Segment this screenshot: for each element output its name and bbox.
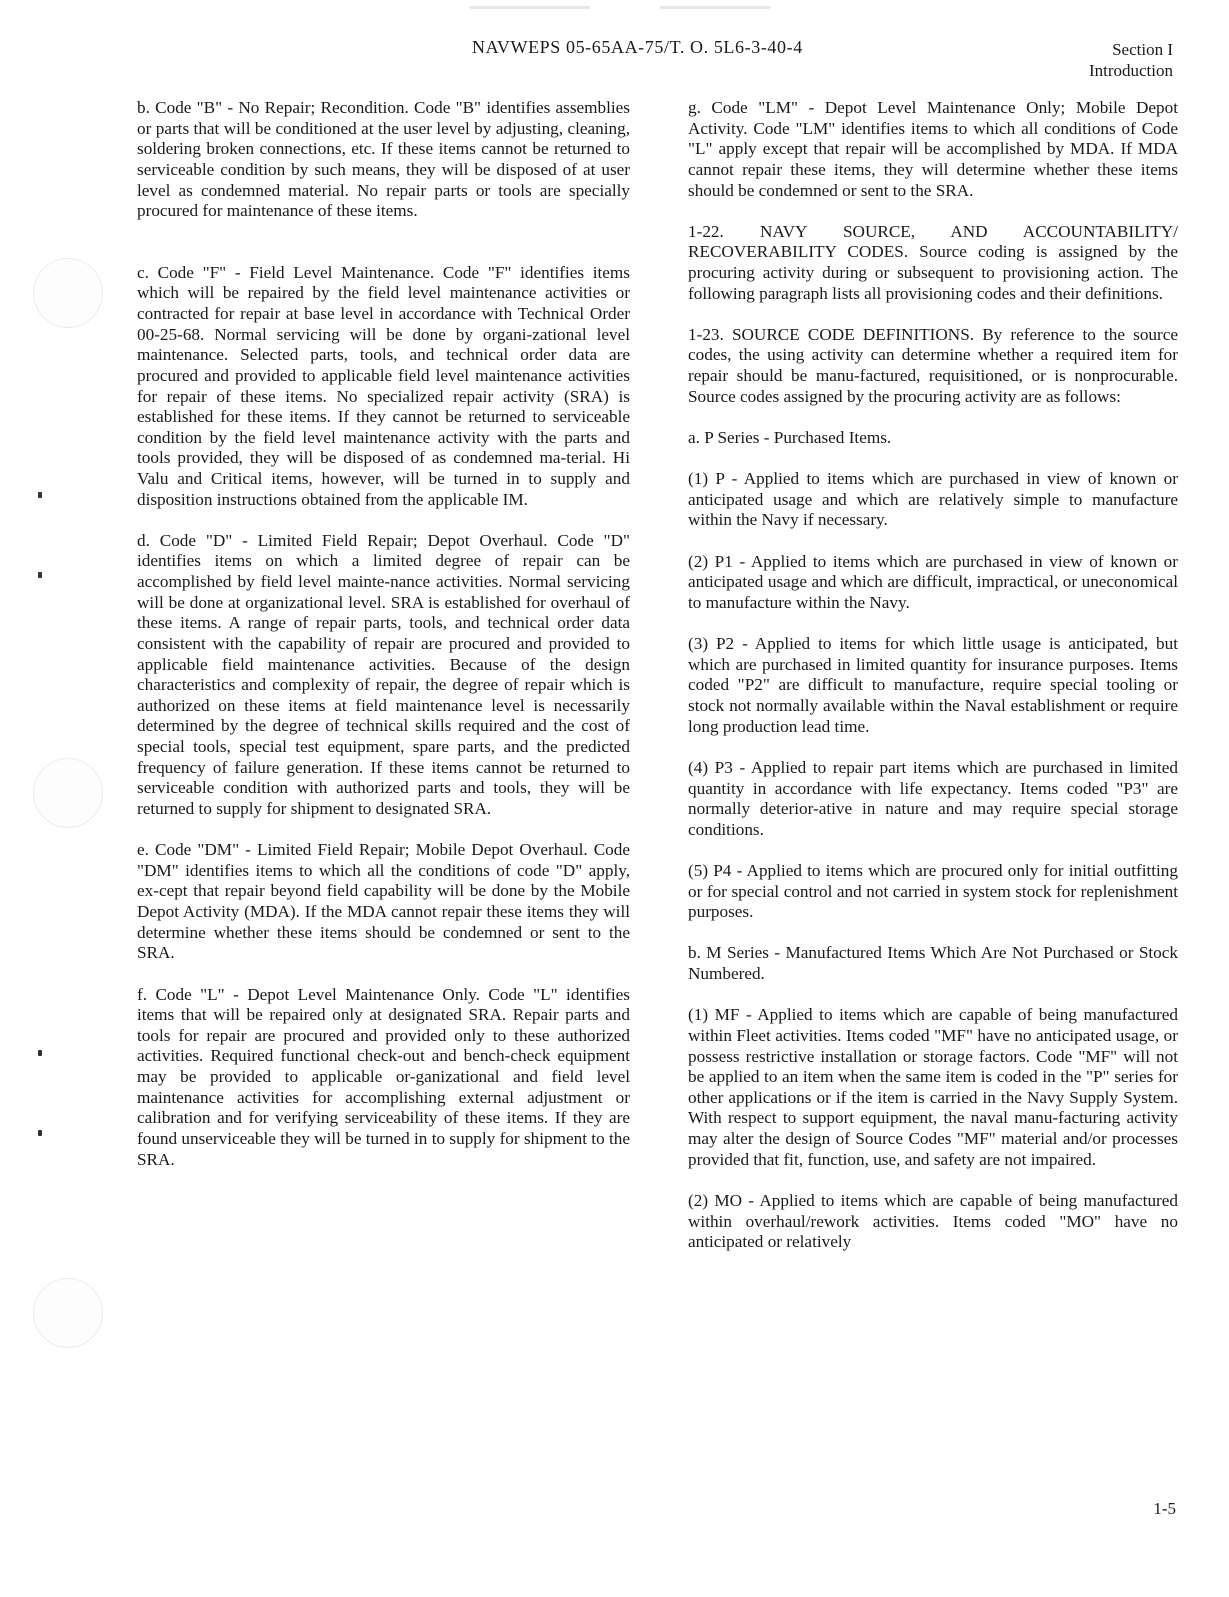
margin-mark [38,1130,42,1136]
scan-artifact [660,6,770,9]
section-heading [973,39,1173,81]
margin-mark [38,1050,42,1056]
paragraph-m-series: b. M Series - Manufactured Items Which Are Not Purchased or Stock Numbered. [688,943,1178,984]
paragraph-code-d: d. Code "D" - Limited Field Repair; Depot Overhaul. Code "D" identifies items on which a limited degree of repair can be accomplished by field level mainte-nance activities. Normal servicing will be done at organizational level. SRA is established for overhaul of these items. A range of repair parts, tools, and technical order data consistent with the capability of repair are procured and provided to applicable field maintenance activities. Because of the design characteristics and complexity of repair, the degree of repair which is authorized on these items at field maintenance level is necessarily determined by the degree of technical skills required and the cost of special tools, special test equipment, spare parts, and the predicted frequency of failure generation. If these items cannot be returned to serviceable condition with authorized parts and tools, they will be returned to supply for shipment to designated SRA. [137,530,630,818]
paragraph-mf: (1) MF - Applied to items which are capable of being manufactured within Fleet activities. Items coded "MF" have no anticipated usage, or possess restrictive installation or storage factors. Code "MF" will not be applied to an item when the same item is coded in the "P" series for other applications or if the item is carried in the Navy Supply System. With respect to support equipment, the naval manu-facturing activity may alter the design of Source Codes "MF" material and/or processes provided that fit, function, use, and safety are not impaired. [688,1005,1178,1169]
paragraph-code-b: b. Code "B" - No Repair; Recondition. Code "B" identifies assemblies or parts that will be conditioned at the user level by adjusting, cleaning, soldering broken connections, etc. If these items cannot be returned to serviceable condition by such means, they will be disposed of at user level as condemned material. No repair parts or tools are specially procured for maintenance of these items. [137,98,630,221]
margin-mark [38,492,42,498]
paragraph-p-series: a. P Series - Purchased Items. [688,427,892,447]
document-number: NAVWEPS 05-65AA-75/T. O. 5L6-3-40-4 [472,37,803,57]
paragraph-1-23: 1-23. SOURCE CODE DEFINITIONS. By reference to the source codes, the using activity can determine whether a required item for repair should be manu-factured, requisitioned, or is nonprocurable. Source codes assigned by the procuring activity are as follows: [688,324,1178,406]
section-label: Section I [1112,40,1173,59]
paragraph-code-lm: g. Code "LM" - Depot Level Maintenance Only; Mobile Depot Activity. Code "LM" identifies items to which all conditions of Code "L" apply except that repair will be accomplished by MDA. If MDA cannot repair these items, they will determine whether these items should be condemned or sent to the SRA. [688,98,1178,200]
punch-hole [33,1278,103,1348]
paragraph-code-l: f. Code "L" - Depot Level Maintenance Only. Code "L" identifies items that will be repaired only at designated SRA. Repair parts and tools for repair are procured and provided only to these authorized activities. Required functional check-out and bench-check equipment may be provided to applicable or-ganizational and field level maintenance activities for accomplishing external adjustment or calibration and for verifying serviceability of these items. If they are found unserviceable they will be turned in to supply for shipment to the SRA. [137,984,630,1169]
paragraph-code-f: c. Code "F" - Field Level Maintenance. Code "F" identifies items which will be repaired by the field level maintenance activities or contracted for repair at base level in accordance with Technical Order 00-25-68. Normal servicing will be done by organi-zational level maintenance. Selected parts, tools, and technical order data are procured and provided to applicable field level maintenance activities for repair of these items. No specialized repair activity (SRA) is established for these items. If they cannot be returned to serviceable condition by the field level maintenance activity with the parts and tools provided, they will be disposed of as condemned ma-terial. Hi Valu and Critical items, however, will be turned in to supply and disposition instructions obtained from the applicable IM. [137,262,630,509]
page-number: 1-5 [1153,1499,1176,1518]
punch-hole [33,758,103,828]
scan-artifact [470,6,590,9]
right-column [688,98,1178,1253]
section-title: Introduction [1088,61,1173,80]
margin-mark [38,572,42,578]
paragraph-p3: (4) P3 - Applied to repair part items which are purchased in limited quantity in accordance with life expectancy. Items coded "P3" are normally deterior-ative in nature and may require special storage conditions. [688,757,1178,839]
paragraph-p1: (2) P1 - Applied to items which are purchased in view of known or anticipated usage and which are difficult, impractical, or uneconomical to manufacture within the Navy. [688,551,1178,612]
punch-hole [33,258,103,328]
paragraph-1-22: 1-22. NAVY SOURCE, AND ACCOUNTABILITY/ RECOVERABILITY CODES. Source coding is assigned by the procuring activity during or subsequent to provisioning action. The following paragraph lists all provisioning codes and their definitions. [688,221,1178,303]
left-column [137,98,630,1170]
paragraph-mo: (2) MO - Applied to items which are capable of being manufactured within overhaul/rework activities. Items coded "MO" have no anticipated or relatively [688,1190,1178,1252]
paragraph-code-dm: e. Code "DM" - Limited Field Repair; Mobile Depot Overhaul. Code "DM" identifies items to which all the conditions of code "D" apply, ex-cept that repair beyond field capability will be done by the Mobile Depot Activity (MDA). If the MDA cannot repair these items they will determine whether these items should be condemned or sent to the SRA. [137,840,630,963]
paragraph-p4: (5) P4 - Applied to items which are procured only for initial outfitting or for special control and not carried in system stock for replenishment purposes. [688,861,1178,922]
paragraph-p: (1) P - Applied to items which are purchased in view of known or anticipated usage and which are relatively simple to manufacture within the Navy if necessary. [688,469,1178,530]
paragraph-p2: (3) P2 - Applied to items for which little usage is anticipated, but which are purchased in limited quantity for insurance purposes. Items coded "P2" are difficult to manufacture, require special tooling or stock not normally available within the Naval establishment or require long production lead time. [688,634,1178,736]
